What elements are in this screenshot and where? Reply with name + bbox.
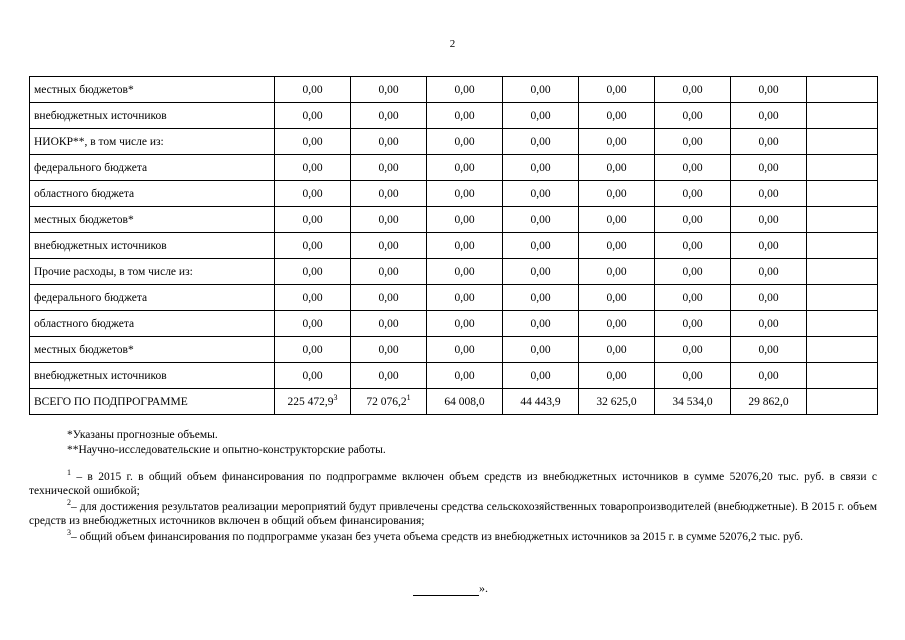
cell-value: 0,00 bbox=[530, 83, 551, 96]
value-cell bbox=[503, 259, 579, 285]
cell-value: 0,00 bbox=[530, 265, 551, 278]
value-cell bbox=[503, 155, 579, 181]
note-forecast: *Указаны прогнозные объемы. bbox=[67, 429, 218, 441]
cell-value: 0,00 bbox=[378, 135, 399, 148]
value-cell bbox=[427, 337, 503, 363]
cell-value: 0,00 bbox=[682, 265, 703, 278]
cell-value: 0,00 bbox=[530, 291, 551, 304]
table-row bbox=[30, 233, 878, 259]
cell-value: 0,00 bbox=[530, 109, 551, 122]
row-label: ВСЕГО ПО ПОДПРОГРАММЕ bbox=[30, 389, 275, 415]
cell-value: 0,00 bbox=[454, 291, 475, 304]
table-row bbox=[30, 207, 878, 233]
cell-value: 0,00 bbox=[758, 369, 779, 382]
cell-value: 0,00 bbox=[682, 83, 703, 96]
value-cell bbox=[275, 77, 351, 103]
value-cell bbox=[655, 233, 731, 259]
cell-value: 0,00 bbox=[682, 239, 703, 252]
value-cell bbox=[655, 337, 731, 363]
cell-value: 0,00 bbox=[302, 343, 323, 356]
empty-cell bbox=[807, 103, 878, 129]
value-cell bbox=[427, 285, 503, 311]
value-cell bbox=[351, 181, 427, 207]
value-cell bbox=[579, 311, 655, 337]
cell-value: 0,00 bbox=[682, 109, 703, 122]
value-cell bbox=[351, 285, 427, 311]
cell-value: 0,00 bbox=[606, 265, 627, 278]
cell-value: 0,00 bbox=[302, 161, 323, 174]
value-cell bbox=[731, 77, 807, 103]
value-cell bbox=[275, 103, 351, 129]
cell-value: 0,00 bbox=[454, 343, 475, 356]
cell-value: 0,00 bbox=[530, 317, 551, 330]
value-cell bbox=[427, 207, 503, 233]
footnote-text: – в 2015 г. в общий объем финансирования по подпрограмме включен объем средств из внебюджетных источников в сумме 52076,20 тыс. руб. в связи с технической ошибкой; bbox=[29, 471, 877, 497]
cell-value: 0,00 bbox=[302, 135, 323, 148]
cell-value: 0,00 bbox=[606, 83, 627, 96]
cell-value: 34 534,0 bbox=[672, 395, 713, 408]
empty-cell bbox=[807, 181, 878, 207]
cell-value: 0,00 bbox=[302, 213, 323, 226]
value-cell bbox=[275, 155, 351, 181]
cell-value: 44 443,9 bbox=[520, 395, 561, 408]
value-cell bbox=[655, 77, 731, 103]
cell-value: 0,00 bbox=[454, 213, 475, 226]
cell-value: 0,00 bbox=[302, 239, 323, 252]
table-row bbox=[30, 129, 878, 155]
value-cell bbox=[275, 129, 351, 155]
value-cell bbox=[351, 311, 427, 337]
value-cell bbox=[655, 129, 731, 155]
value-cell bbox=[503, 77, 579, 103]
value-cell bbox=[275, 389, 351, 415]
cell-value: 0,00 bbox=[758, 291, 779, 304]
value-cell bbox=[351, 103, 427, 129]
value-cell bbox=[275, 259, 351, 285]
cell-value: 0,00 bbox=[378, 265, 399, 278]
cell-value: 0,00 bbox=[530, 239, 551, 252]
empty-cell bbox=[807, 259, 878, 285]
value-cell bbox=[579, 285, 655, 311]
cell-value: 0,00 bbox=[530, 161, 551, 174]
cell-value: 0,00 bbox=[454, 161, 475, 174]
cell-value: 0,00 bbox=[758, 239, 779, 252]
value-cell bbox=[503, 389, 579, 415]
empty-cell bbox=[807, 337, 878, 363]
cell-value: 0,00 bbox=[454, 135, 475, 148]
value-cell bbox=[275, 233, 351, 259]
row-label: внебюджетных источников bbox=[30, 103, 275, 129]
value-cell bbox=[731, 155, 807, 181]
value-cell bbox=[427, 233, 503, 259]
cell-value: 0,00 bbox=[682, 317, 703, 330]
value-cell bbox=[351, 207, 427, 233]
value-cell bbox=[655, 285, 731, 311]
cell-value: 0,00 bbox=[454, 265, 475, 278]
cell-value: 225 472,9 bbox=[287, 395, 334, 408]
table-row bbox=[30, 77, 878, 103]
cell-value: 0,00 bbox=[606, 109, 627, 122]
table-row bbox=[30, 311, 878, 337]
value-cell bbox=[579, 129, 655, 155]
value-cell bbox=[579, 181, 655, 207]
value-cell bbox=[503, 311, 579, 337]
cell-value: 0,00 bbox=[302, 83, 323, 96]
closing-quote: ». bbox=[479, 581, 488, 595]
signature-line bbox=[413, 583, 479, 596]
footnote-mark: 3 bbox=[67, 528, 71, 537]
value-cell bbox=[503, 181, 579, 207]
value-cell bbox=[731, 103, 807, 129]
row-label: местных бюджетов* bbox=[30, 77, 275, 103]
value-cell bbox=[275, 363, 351, 389]
footnote-mark: 1 bbox=[67, 468, 71, 477]
value-cell bbox=[351, 77, 427, 103]
cell-value: 0,00 bbox=[302, 291, 323, 304]
row-label: внебюджетных источников bbox=[30, 233, 275, 259]
row-label: Прочие расходы, в том числе из: bbox=[30, 259, 275, 285]
value-cell bbox=[579, 233, 655, 259]
financing-table bbox=[29, 76, 878, 415]
value-cell bbox=[731, 363, 807, 389]
cell-value: 0,00 bbox=[758, 135, 779, 148]
value-cell bbox=[655, 181, 731, 207]
row-label: областного бюджета bbox=[30, 181, 275, 207]
value-cell bbox=[655, 259, 731, 285]
table-row bbox=[30, 285, 878, 311]
value-cell bbox=[731, 337, 807, 363]
value-cell bbox=[579, 77, 655, 103]
value-cell bbox=[351, 389, 427, 415]
table-row bbox=[30, 389, 878, 415]
cell-value: 0,00 bbox=[378, 239, 399, 252]
cell-value: 0,00 bbox=[682, 369, 703, 382]
empty-cell bbox=[807, 311, 878, 337]
empty-cell bbox=[807, 363, 878, 389]
table-row bbox=[30, 103, 878, 129]
value-cell bbox=[275, 207, 351, 233]
note-niokr: **Научно-исследовательские и опытно-конструкторские работы. bbox=[67, 444, 386, 456]
empty-cell bbox=[807, 233, 878, 259]
cell-value: 0,00 bbox=[606, 343, 627, 356]
cell-value: 0,00 bbox=[606, 161, 627, 174]
cell-value: 0,00 bbox=[682, 135, 703, 148]
empty-cell bbox=[807, 207, 878, 233]
value-cell bbox=[731, 389, 807, 415]
cell-value: 0,00 bbox=[758, 213, 779, 226]
empty-cell bbox=[807, 389, 878, 415]
cell-value: 0,00 bbox=[530, 213, 551, 226]
value-cell bbox=[275, 181, 351, 207]
value-cell bbox=[503, 363, 579, 389]
cell-value: 0,00 bbox=[758, 317, 779, 330]
row-label: местных бюджетов* bbox=[30, 207, 275, 233]
cell-value: 0,00 bbox=[530, 135, 551, 148]
cell-value: 0,00 bbox=[378, 83, 399, 96]
cell-value: 0,00 bbox=[302, 369, 323, 382]
table-row bbox=[30, 155, 878, 181]
cell-value: 0,00 bbox=[606, 187, 627, 200]
cell-value: 0,00 bbox=[302, 265, 323, 278]
cell-value: 64 008,0 bbox=[444, 395, 485, 408]
footnote-2 bbox=[29, 500, 877, 528]
cell-value: 0,00 bbox=[378, 187, 399, 200]
value-cell bbox=[579, 337, 655, 363]
cell-value: 0,00 bbox=[758, 187, 779, 200]
value-cell bbox=[427, 181, 503, 207]
empty-cell bbox=[807, 155, 878, 181]
value-cell bbox=[351, 337, 427, 363]
cell-value: 0,00 bbox=[758, 161, 779, 174]
value-cell bbox=[655, 207, 731, 233]
cell-value: 72 076,2 bbox=[366, 395, 407, 408]
closing-line bbox=[413, 581, 488, 596]
cell-value: 0,00 bbox=[530, 187, 551, 200]
value-cell bbox=[731, 233, 807, 259]
cell-value: 0,00 bbox=[378, 213, 399, 226]
table-row bbox=[30, 259, 878, 285]
value-cell bbox=[351, 363, 427, 389]
row-label: внебюджетных источников bbox=[30, 363, 275, 389]
cell-value: 0,00 bbox=[378, 369, 399, 382]
value-cell bbox=[579, 259, 655, 285]
value-cell bbox=[579, 207, 655, 233]
footnote-ref: 3 bbox=[333, 392, 338, 402]
value-cell bbox=[427, 103, 503, 129]
empty-cell bbox=[807, 129, 878, 155]
cell-value: 0,00 bbox=[530, 343, 551, 356]
value-cell bbox=[731, 181, 807, 207]
cell-value: 0,00 bbox=[606, 239, 627, 252]
value-cell bbox=[503, 129, 579, 155]
cell-value: 0,00 bbox=[454, 239, 475, 252]
cell-value: 32 625,0 bbox=[596, 395, 637, 408]
row-label: федерального бюджета bbox=[30, 285, 275, 311]
cell-value: 0,00 bbox=[378, 109, 399, 122]
footnote-text: – для достижения результатов реализации мероприятий будут привлечены средства сельскохозяйственных товаропроизводителей (внебюджетные). В 2015 г. объем средств из внебюджетных источников включен в общий объем финансирования; bbox=[29, 501, 877, 527]
row-label: местных бюджетов* bbox=[30, 337, 275, 363]
value-cell bbox=[731, 259, 807, 285]
cell-value: 0,00 bbox=[378, 317, 399, 330]
row-label: НИОКР**, в том числе из: bbox=[30, 129, 275, 155]
cell-value: 0,00 bbox=[454, 83, 475, 96]
empty-cell bbox=[807, 77, 878, 103]
cell-value: 0,00 bbox=[606, 291, 627, 304]
footnote-text: – общий объем финансирования по подпрограмме указан без учета объема средств из внебюджетных источников за 2015 г. в сумме 52076,2 тыс. руб. bbox=[71, 531, 803, 543]
cell-value: 0,00 bbox=[378, 161, 399, 174]
value-cell bbox=[503, 337, 579, 363]
value-cell bbox=[503, 103, 579, 129]
cell-value: 0,00 bbox=[302, 109, 323, 122]
value-cell bbox=[655, 103, 731, 129]
value-cell bbox=[351, 155, 427, 181]
value-cell bbox=[275, 285, 351, 311]
cell-value: 0,00 bbox=[606, 213, 627, 226]
cell-value: 0,00 bbox=[758, 83, 779, 96]
cell-value: 0,00 bbox=[606, 317, 627, 330]
value-cell bbox=[503, 285, 579, 311]
cell-value: 0,00 bbox=[758, 109, 779, 122]
cell-value: 0,00 bbox=[454, 317, 475, 330]
cell-value: 0,00 bbox=[682, 213, 703, 226]
cell-value: 0,00 bbox=[682, 291, 703, 304]
cell-value: 0,00 bbox=[454, 369, 475, 382]
footnote-3 bbox=[29, 530, 877, 544]
table-row bbox=[30, 363, 878, 389]
cell-value: 0,00 bbox=[606, 135, 627, 148]
table-row bbox=[30, 181, 878, 207]
value-cell bbox=[427, 155, 503, 181]
value-cell bbox=[427, 311, 503, 337]
table-row bbox=[30, 337, 878, 363]
row-label: федерального бюджета bbox=[30, 155, 275, 181]
value-cell bbox=[655, 155, 731, 181]
value-cell bbox=[579, 389, 655, 415]
value-cell bbox=[427, 363, 503, 389]
value-cell bbox=[351, 259, 427, 285]
value-cell bbox=[351, 129, 427, 155]
value-cell bbox=[731, 285, 807, 311]
value-cell bbox=[655, 389, 731, 415]
page-number: 2 bbox=[449, 38, 456, 50]
value-cell bbox=[427, 389, 503, 415]
cell-value: 0,00 bbox=[302, 187, 323, 200]
footnote-mark: 2 bbox=[67, 498, 71, 507]
cell-value: 29 862,0 bbox=[748, 395, 789, 408]
value-cell bbox=[579, 103, 655, 129]
value-cell bbox=[427, 259, 503, 285]
cell-value: 0,00 bbox=[530, 369, 551, 382]
cell-value: 0,00 bbox=[302, 317, 323, 330]
cell-value: 0,00 bbox=[758, 343, 779, 356]
value-cell bbox=[655, 311, 731, 337]
footnote-ref: 1 bbox=[406, 392, 411, 402]
value-cell bbox=[731, 207, 807, 233]
row-label: областного бюджета bbox=[30, 311, 275, 337]
cell-value: 0,00 bbox=[378, 343, 399, 356]
value-cell bbox=[579, 155, 655, 181]
value-cell bbox=[351, 233, 427, 259]
cell-value: 0,00 bbox=[606, 369, 627, 382]
value-cell bbox=[503, 233, 579, 259]
cell-value: 0,00 bbox=[378, 291, 399, 304]
value-cell bbox=[731, 311, 807, 337]
footnote-1 bbox=[29, 470, 877, 498]
value-cell bbox=[579, 363, 655, 389]
value-cell bbox=[503, 207, 579, 233]
cell-value: 0,00 bbox=[682, 161, 703, 174]
value-cell bbox=[731, 129, 807, 155]
value-cell bbox=[427, 129, 503, 155]
empty-cell bbox=[807, 285, 878, 311]
cell-value: 0,00 bbox=[682, 343, 703, 356]
value-cell bbox=[275, 337, 351, 363]
value-cell bbox=[427, 77, 503, 103]
cell-value: 0,00 bbox=[682, 187, 703, 200]
value-cell bbox=[655, 363, 731, 389]
cell-value: 0,00 bbox=[454, 109, 475, 122]
cell-value: 0,00 bbox=[454, 187, 475, 200]
cell-value: 0,00 bbox=[758, 265, 779, 278]
value-cell bbox=[275, 311, 351, 337]
